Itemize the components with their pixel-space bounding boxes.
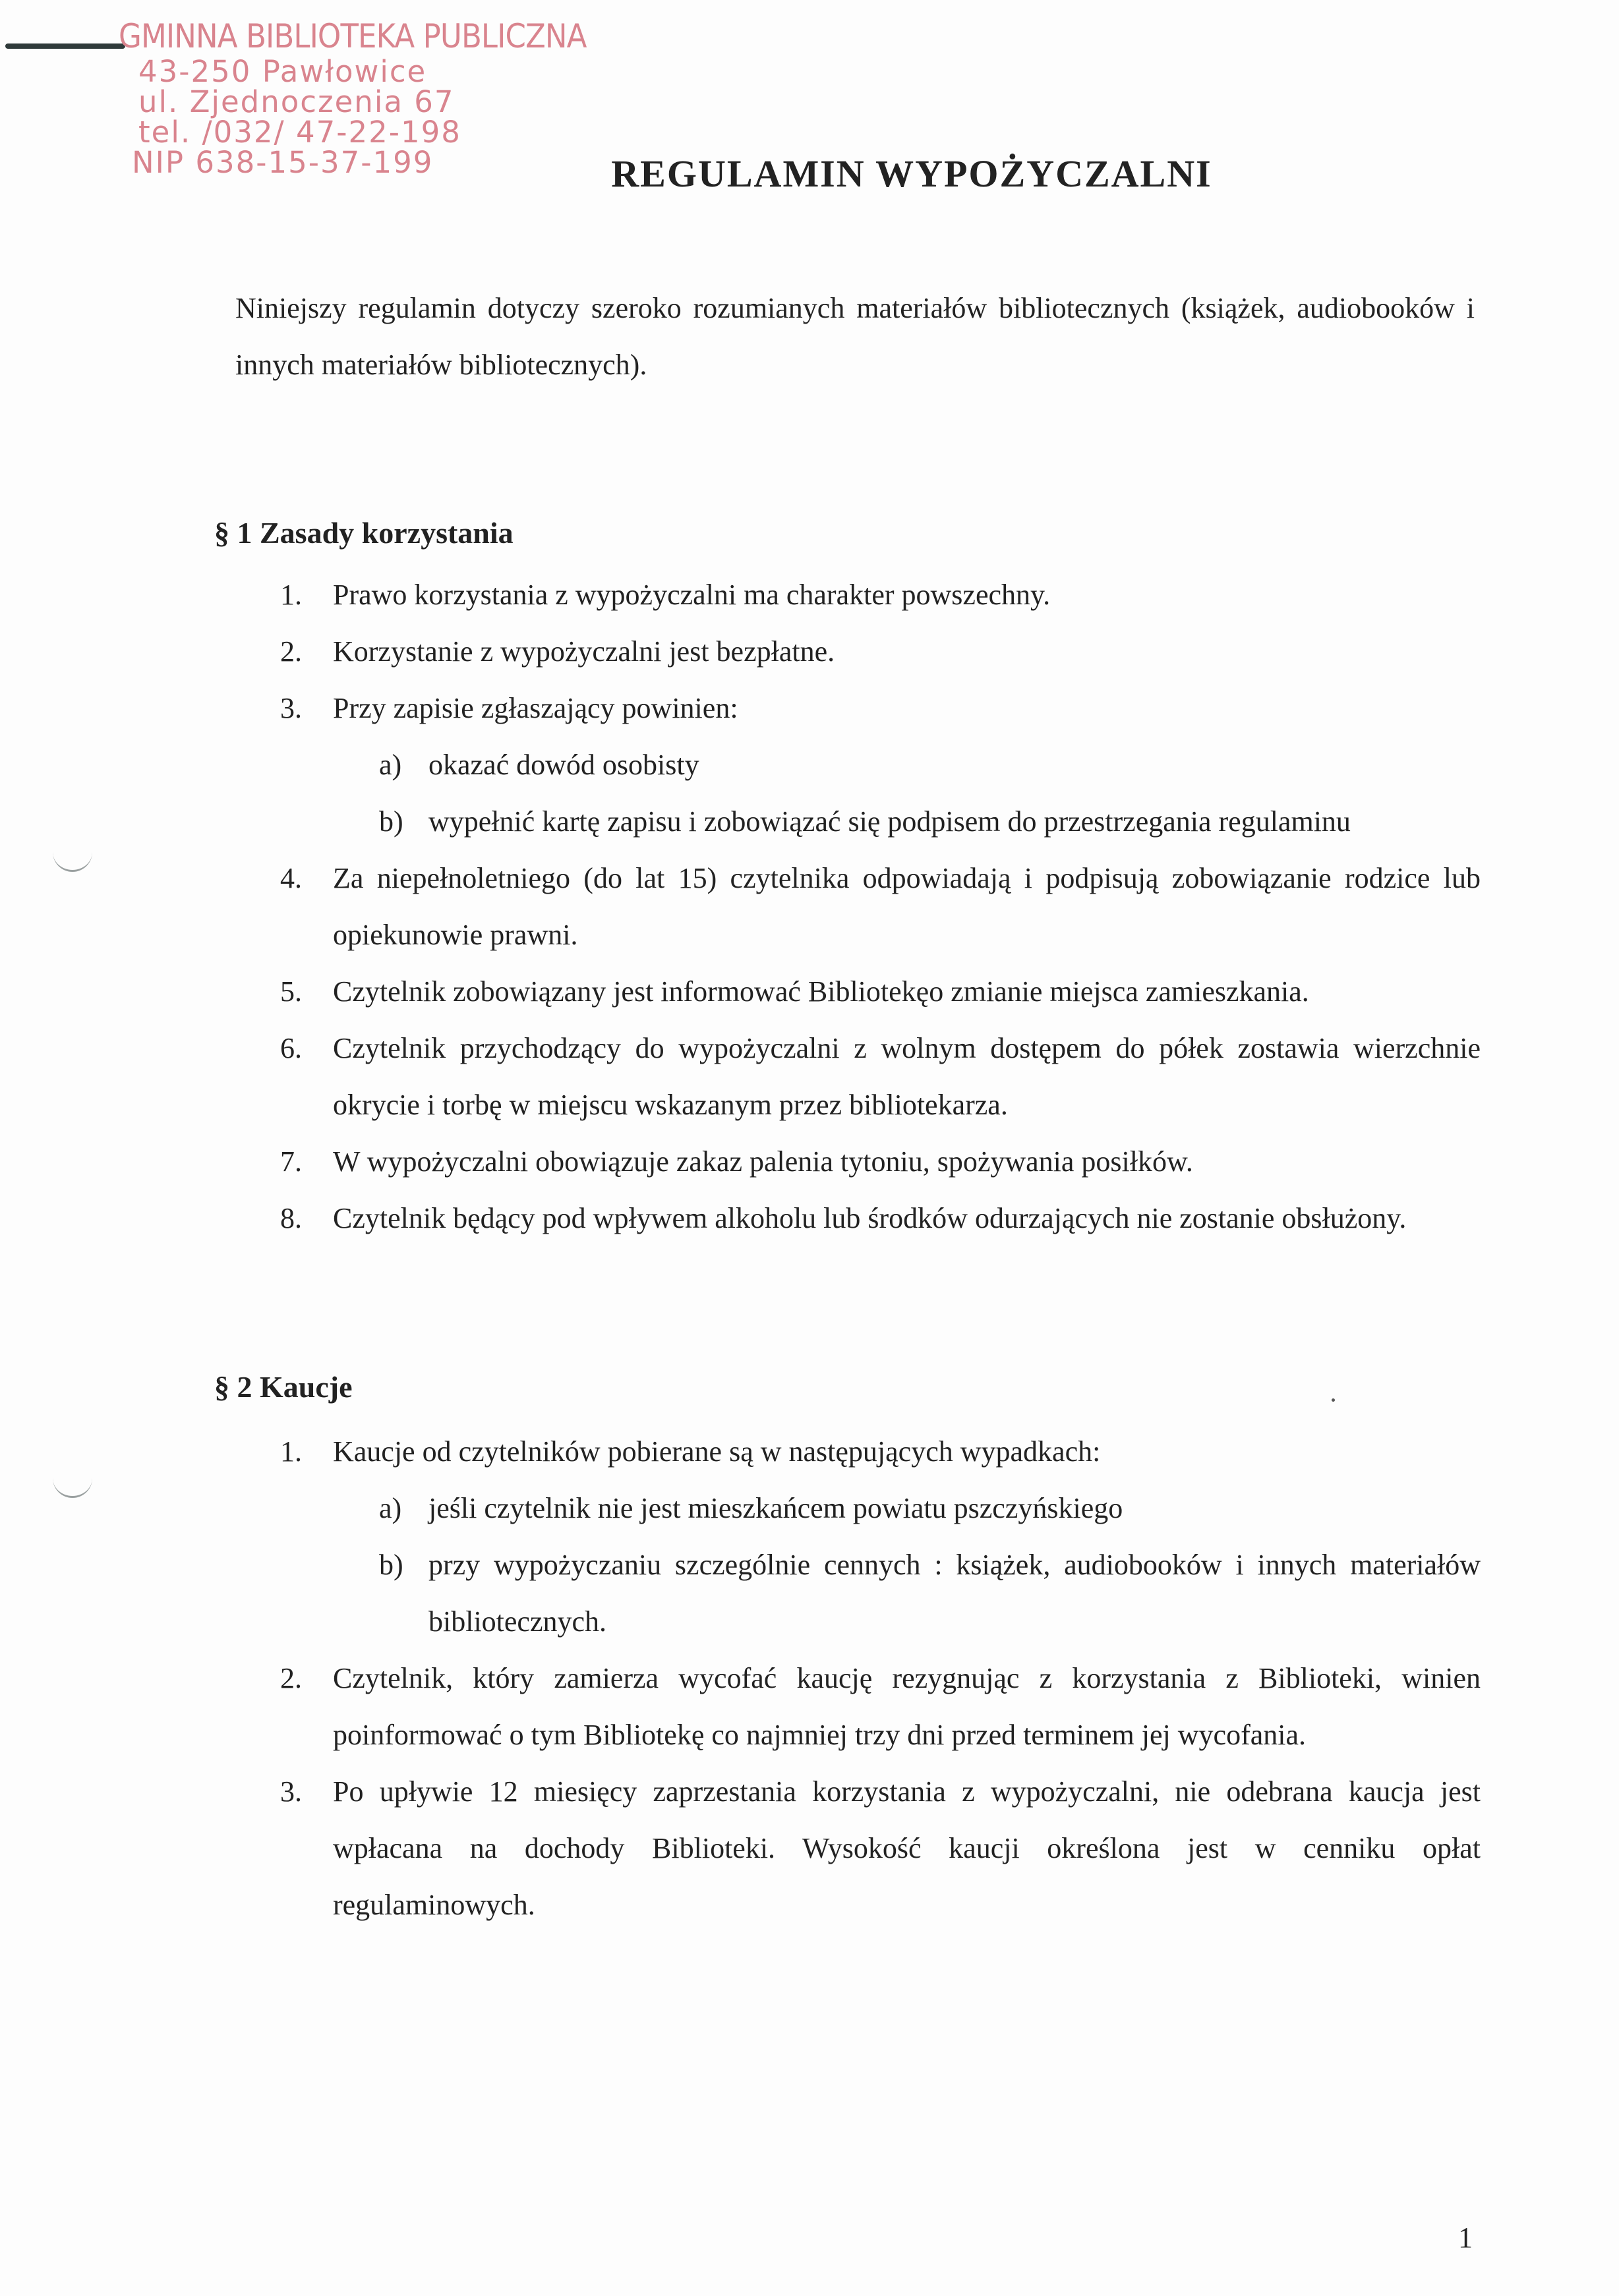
list-item (0, 567, 1619, 623)
list-item (0, 1650, 1619, 1764)
item-text: W wypożyczalni obowiązuje zakaz palenia tytoniu, spożywania posiłków. (333, 1145, 1193, 1178)
item-text: Po upływie 12 miesięcy zaprzestania korzystania z wypożyczalni, nie odebrana kaucja jest wpłacana na dochody Biblioteki. Wysokość kaucji określona jest w cenniku opłat regulaminowych. (333, 1775, 1481, 1921)
item-text: Kaucje od czytelników pobierane są w następujących wypadkach: (333, 1435, 1101, 1468)
stamp-line-phone: tel. /032/ 47-22-198 (138, 115, 461, 150)
item-text: Korzystanie z wypożyczalni jest bezpłatne. (333, 635, 835, 668)
item-number: 7. (280, 1145, 302, 1178)
list-item (0, 1134, 1619, 1190)
item-number: 6. (280, 1032, 302, 1064)
sub-item (0, 1480, 1619, 1537)
stamp-line-street: ul. Zjednoczenia 67 (138, 84, 455, 119)
sub-item-letter: b) (379, 1549, 403, 1581)
sub-item-letter: b) (379, 805, 403, 838)
sub-item (0, 793, 1619, 850)
list-item (0, 623, 1619, 680)
stamp-line-postcode: 43-250 Pawłowice (138, 54, 427, 89)
item-number: 1. (280, 1435, 302, 1468)
list-item (0, 1764, 1619, 1934)
item-number: 2. (280, 635, 302, 668)
intro-paragraph: Niniejszy regulamin dotyczy szeroko rozumianych materiałów bibliotecznych (książek, audiobooków i innych materiałów bibliotecznych). (235, 292, 1475, 381)
stamp-line-nip: NIP 638-15-37-199 (132, 145, 434, 180)
list-item (0, 963, 1619, 1020)
sub-item-text: wypełnić kartę zapisu i zobowiązać się podpisem do przestrzegania regulaminu (428, 805, 1351, 838)
stamp-line-name: GMINNA BIBLIOTEKA PUBLICZNA (119, 17, 587, 55)
page-number: 1 (1458, 2222, 1473, 2254)
sub-item-letter: a) (379, 1492, 402, 1524)
sub-item-text: jeśli czytelnik nie jest mieszkańcem powiatu pszczyńskiego (428, 1492, 1123, 1524)
list-item (0, 1423, 1619, 1480)
item-number: 2. (280, 1662, 302, 1694)
list-item (0, 1190, 1619, 1247)
item-number: 8. (280, 1202, 302, 1234)
item-text: Przy zapisie zgłaszający powinien: (333, 692, 738, 724)
section-heading-2: § 2 Kaucje (214, 1370, 353, 1404)
sub-item-text: okazać dowód osobisty (428, 749, 699, 781)
sub-item-text: przy wypożyczaniu szczególnie cennych : książek, audiobooków i innych materiałów bibliotecznych. (428, 1549, 1481, 1638)
item-text: Czytelnik przychodzący do wypożyczalni z wolnym dostępem do półek zostawia wierzchnie okrycie i torbę w miejscu wskazanym przez bibliotekarza. (333, 1032, 1481, 1121)
list-item (0, 680, 1619, 737)
list-item (0, 850, 1619, 963)
item-text: Czytelnik, który zamierza wycofać kaucję rezygnując z korzystania z Biblioteki, winien poinformować o tym Bibliotekę co najmniej trzy dni przed terminem jej wycofania. (333, 1662, 1481, 1751)
section-heading-1: § 1 Zasady korzystania (214, 516, 514, 550)
sub-item (0, 737, 1619, 793)
item-text: Prawo korzystania z wypożyczalni ma charakter powszechny. (333, 579, 1051, 611)
item-number: 3. (280, 692, 302, 724)
section-1-list (0, 567, 1619, 1247)
sub-item-letter: a) (379, 749, 402, 781)
item-number: 1. (280, 579, 302, 611)
sub-item (0, 1537, 1619, 1650)
item-text: Za niepełnoletniego (do lat 15) czytelnika odpowiadają i podpisują zobowiązanie rodzice lub opiekunowie prawni. (333, 862, 1481, 951)
scan-speck (1332, 1398, 1335, 1402)
document-title: REGULAMIN WYPOŻYCZALNI (611, 152, 1212, 195)
item-number: 3. (280, 1775, 302, 1808)
stamp-pen-stroke (5, 43, 125, 49)
list-item (0, 1020, 1619, 1134)
item-number: 5. (280, 975, 302, 1008)
item-text: Czytelnik będący pod wpływem alkoholu lub środków odurzających nie zostanie obsłużony. (333, 1202, 1407, 1234)
item-number: 4. (280, 862, 302, 894)
item-text: Czytelnik zobowiązany jest informować Bibliotekęo zmianie miejsca zamieszkania. (333, 975, 1309, 1008)
section-2-list (0, 1423, 1619, 1934)
